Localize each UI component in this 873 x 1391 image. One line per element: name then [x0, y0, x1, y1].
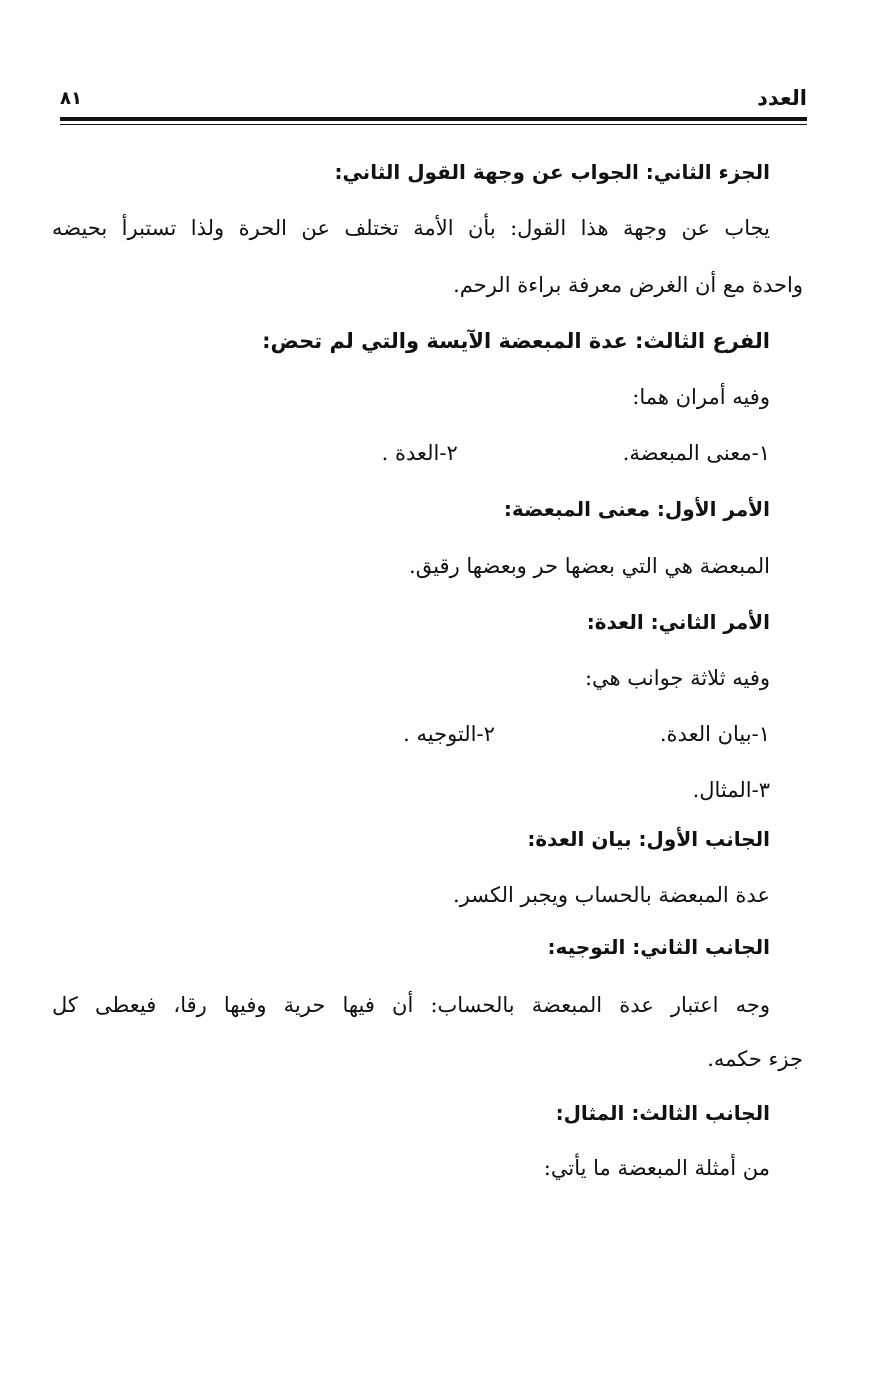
matter2-intro: وفيه ثلاثة جوانب هي:: [584, 666, 770, 690]
aspect2-text-line1: وجه اعتبار عدة المبعضة بالحساب: أن فيها حرية وفيها رقا، فيعطى كل: [52, 993, 770, 1017]
matter1-text: المبعضة هي التي بعضها حر وبعضها رقيق.: [409, 554, 770, 578]
matter2-heading: الأمر الثاني: العدة:: [586, 610, 770, 634]
aspect2-heading: الجانب الثاني: التوجيه:: [547, 935, 770, 959]
part2-text-line1: يجاب عن وجهة هذا القول: بأن الأمة تختلف عن الحرة ولذا تستبرأ بحيضه: [52, 216, 770, 240]
part2-text-line2: واحدة مع أن الغرض معرفة براءة الرحم.: [453, 273, 803, 297]
matter2-items-row: [52, 719, 770, 749]
part2-heading: الجزء الثاني: الجواب عن وجهة القول الثاني:: [334, 160, 770, 184]
running-title: العدد: [757, 86, 807, 110]
header-rule-thick: [60, 117, 807, 121]
aspect1-heading: الجانب الأول: بيان العدة:: [527, 827, 770, 851]
branch3-intro: وفيه أمران هما:: [632, 385, 770, 409]
aspect1-text: عدة المبعضة بالحساب ويجبر الكسر.: [453, 883, 770, 907]
branch3-item-2: ٢-العدة .: [381, 441, 458, 465]
branch3-heading: الفرع الثالث: عدة المبعضة الآيسة والتي لم تحض:: [262, 329, 770, 353]
matter2-item-3: ٣-المثال.: [692, 778, 770, 802]
aspect2-text-line2: جزء حكمه.: [707, 1047, 803, 1071]
aspect3-heading: الجانب الثالث: المثال:: [555, 1101, 770, 1125]
running-header: [60, 86, 807, 116]
matter1-heading: الأمر الأول: معنى المبعضة:: [503, 497, 770, 521]
matter2-item-2: ٢-التوجيه .: [403, 722, 495, 746]
header-rule-thin: [60, 124, 807, 125]
branch3-item-1: ١-معنى المبعضة.: [622, 441, 770, 465]
page-number: ٨١: [60, 88, 82, 109]
matter2-item-1: ١-بيان العدة.: [659, 722, 770, 746]
branch3-items: [52, 438, 770, 468]
aspect3-text: من أمثلة المبعضة ما يأتي:: [543, 1156, 770, 1180]
